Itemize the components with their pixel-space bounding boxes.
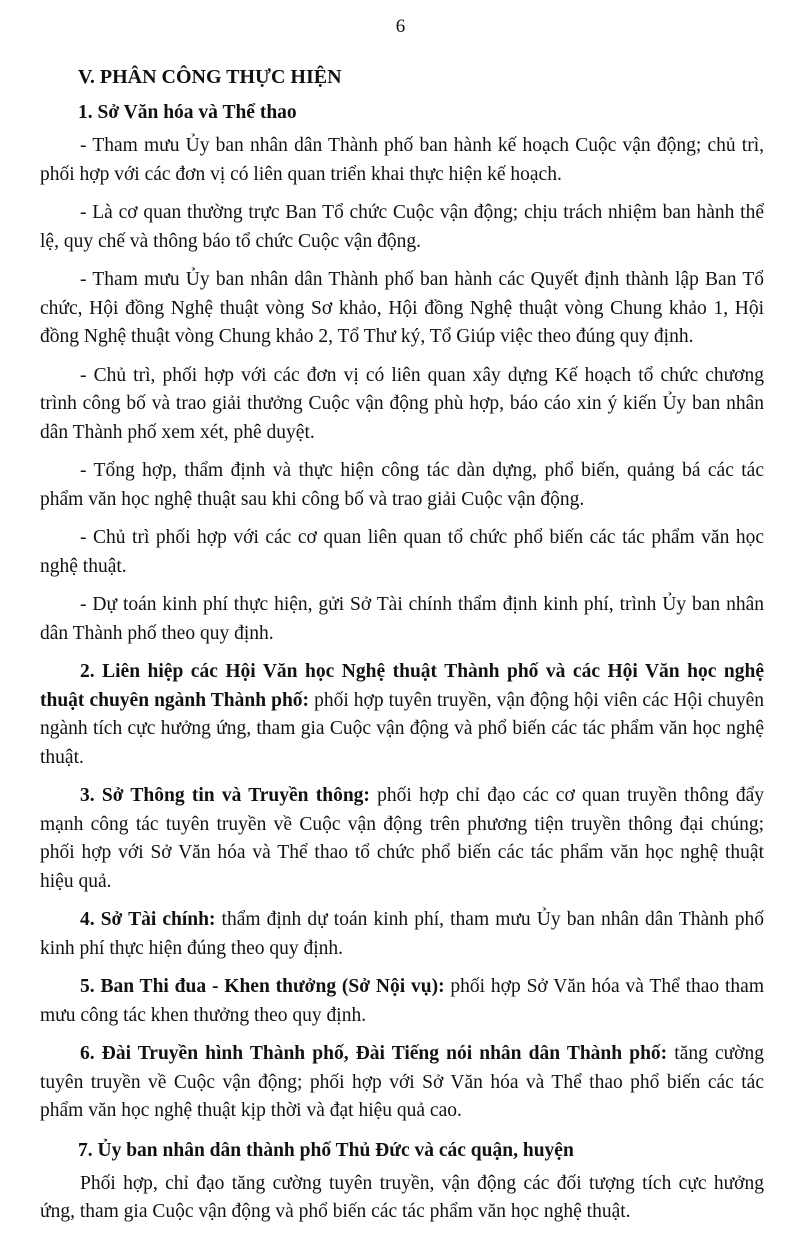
subsection-5-title: 5. Ban Thi đua - Khen thưởng (Sở Nội vụ): <box>80 976 445 997</box>
subsection-1-item-7: - Dự toán kinh phí thực hiện, gửi Sở Tài chính thẩm định kinh phí, trình Ủy ban nhân dân Thành phố theo quy định. <box>40 594 764 644</box>
subsection-1-item-4: - Chủ trì, phối hợp với các đơn vị có liên quan xây dựng Kế hoạch tổ chức chương trình công bố và trao giải thưởng Cuộc vận động phù hợp, báo cáo xin ý kiến Ủy ban nhân dân Thành phố xem xét, phê duyệt. <box>40 364 764 443</box>
subsection-1-item-3: - Tham mưu Ủy ban nhân dân Thành phố ban hành các Quyết định thành lập Ban Tổ chức, Hội đồng Nghệ thuật vòng Sơ khảo, Hội đồng Nghệ thuật vòng Chung khảo 1, Hội đồng Nghệ thuật vòng Chung khảo 2, Tổ Thư ký, Tổ Giúp việc theo đúng quy định. <box>40 269 764 347</box>
subsection-3-title: 3. Sở Thông tin và Truyền thông: <box>80 785 370 806</box>
subsection-2-title: 2. Liên hiệp các Hội Văn học Nghệ thuật Thành phố và các Hội Văn học nghệ thuật chuyên ngành Thành phố: <box>40 661 764 711</box>
subsection-7-title: 7. Ủy ban nhân dân thành phố Thủ Đức và các quận, huyện <box>78 1139 574 1161</box>
subsection-7-text: Phối hợp, chỉ đạo tăng cường tuyên truyền, vận động các đối tượng tích cực hưởng ứng, tham gia Cuộc vận động và phổ biến các tác phẩm văn học nghệ thuật. <box>40 1172 764 1222</box>
subsection-6 <box>40 1040 764 1126</box>
subsection-4-text: thẩm định dự toán kinh phí, tham mưu Ủy ban nhân dân Thành phố kinh phí thực hiện đúng theo quy định. <box>40 909 764 959</box>
subsection-2-text: phối hợp tuyên truyền, vận động hội viên các Hội chuyên ngành tích cực hưởng ứng, tham gia Cuộc vận động và phổ biến các tác phẩm văn học nghệ thuật. <box>40 689 764 768</box>
subsection-1-title: 1. Sở Văn hóa và Thể thao <box>78 102 297 123</box>
section-title: V. PHÂN CÔNG THỰC HIỆN <box>78 66 342 88</box>
subsection-1-item-5: - Tổng hợp, thẩm định và thực hiện công tác dàn dựng, phổ biến, quảng bá các tác phẩm văn học nghệ thuật sau khi công bố và trao giải Cuộc vận động. <box>40 460 764 510</box>
subsection-1-item-1: - Tham mưu Ủy ban nhân dân Thành phố ban hành kế hoạch Cuộc vận động; chủ trì, phối hợp với các đơn vị có liên quan triển khai thực hiện kế hoạch. <box>40 135 764 185</box>
subsection-6-text: tăng cường tuyên truyền về Cuộc vận động; phối hợp với Sở Văn hóa và Thể thao phổ biến các tác phẩm văn học nghệ thuật kịp thời và đạt hiệu quả cao. <box>40 1043 764 1121</box>
document-content <box>40 62 764 1237</box>
subsection-5-text: phối hợp Sở Văn hóa và Thể thao tham mưu công tác khen thưởng theo quy định. <box>40 976 764 1026</box>
page-number: 6 <box>395 16 406 37</box>
subsection-6-title: 6. Đài Truyền hình Thành phố, Đài Tiếng nói nhân dân Thành phố: <box>80 1043 668 1064</box>
subsection-3-text: phối hợp chỉ đạo các cơ quan truyền thông đẩy mạnh công tác tuyên truyền về Cuộc vận động trên phương tiện truyền thông đại chúng; phối hợp với Sở Văn hóa và Thể thao tổ chức phổ biến các tác phẩm văn học nghệ thuật hiệu quả. <box>40 785 764 892</box>
subsection-4-title: 4. Sở Tài chính: <box>80 909 216 930</box>
subsection-5 <box>40 973 764 1030</box>
subsection-3 <box>40 782 764 896</box>
subsection-4 <box>40 906 764 963</box>
subsection-2 <box>40 658 764 772</box>
subsection-1-item-6: - Chủ trì phối hợp với các cơ quan liên quan tổ chức phổ biến các tác phẩm văn học nghệ thuật. <box>40 527 764 577</box>
subsection-1-item-2: - Là cơ quan thường trực Ban Tổ chức Cuộc vận động; chịu trách nhiệm ban hành thể lệ, quy chế và thông báo tổ chức Cuộc vận động. <box>40 202 764 252</box>
